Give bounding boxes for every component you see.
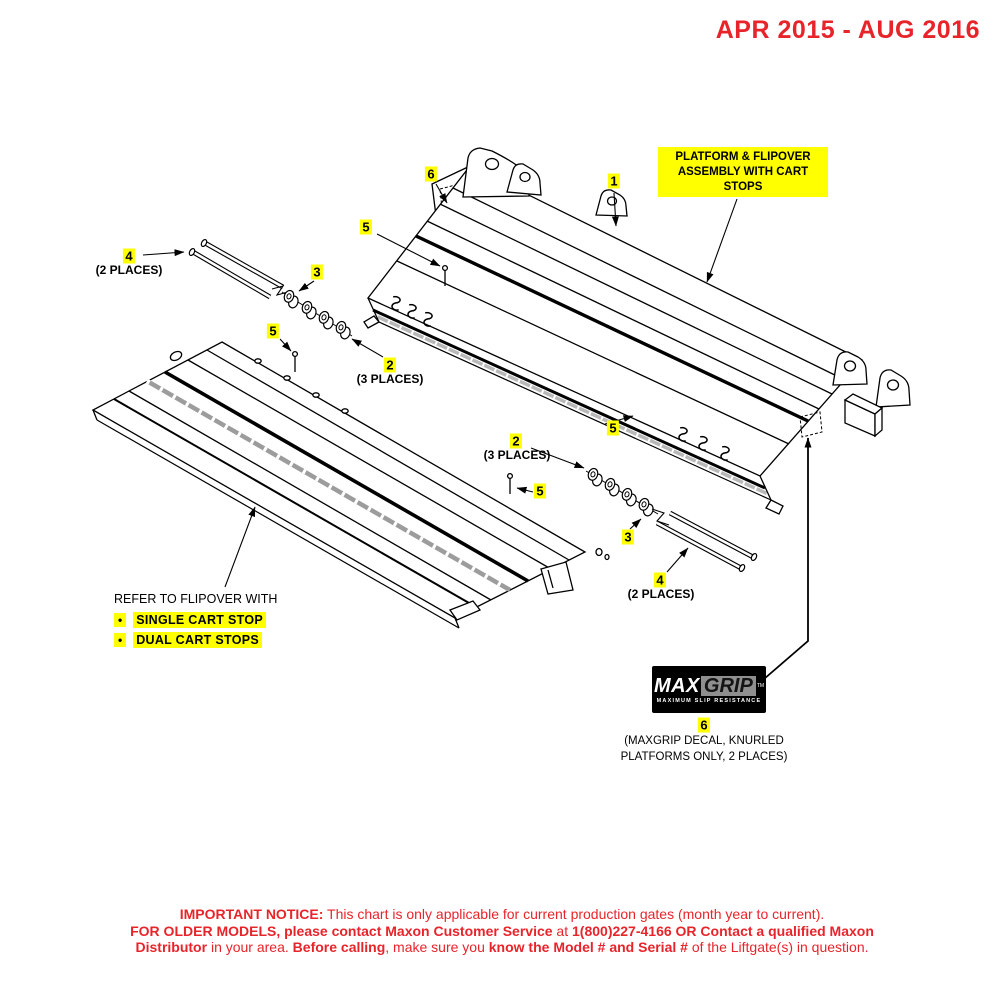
callout-4-right: 4: [654, 573, 666, 588]
bullet-icon: •: [114, 633, 126, 647]
callout-2-left-note: (3 PLACES): [356, 372, 424, 386]
callout-5-b: 5: [267, 324, 279, 339]
flipover-bullet-dual-label: DUAL CART STOPS: [133, 632, 262, 648]
callout-5-c: 5: [607, 421, 619, 436]
notice-line3: Distributor in your area. Before calling, make sure you know the Model # and Serial # of the Liftgate(s) in question.: [135, 939, 869, 955]
flipover-bullet-single: [114, 612, 277, 628]
callout-2-left: 2: [384, 358, 396, 373]
callout-1: 1: [608, 174, 620, 189]
maxgrip-decal-grip: GRIP: [701, 676, 756, 696]
callout-2-right-note: (3 PLACES): [483, 448, 551, 462]
bullet-icon: •: [114, 613, 126, 627]
flipover-bullet-single-label: SINGLE CART STOP: [133, 612, 266, 628]
flipover-note: [114, 592, 277, 648]
notice-line1: IMPORTANT NOTICE: This chart is only applicable for current production gates (month year to current).: [179, 906, 825, 922]
callout-3-left: 3: [311, 265, 323, 280]
assembly-label: [658, 147, 828, 197]
date-range-heading: APR 2015 - AUG 2016: [715, 16, 980, 44]
important-notice: [0, 906, 1004, 956]
assembly-label-line2: ASSEMBLY WITH CART: [677, 166, 809, 178]
maxgrip-caption: [621, 733, 788, 765]
trademark-symbol: TM: [756, 682, 765, 689]
maxgrip-decal-tagline: MAXIMUM SLIP RESISTANCE: [656, 697, 762, 704]
callout-4-right-note: (2 PLACES): [627, 587, 695, 601]
callout-2-right: 2: [510, 434, 522, 449]
flipover-bullet-dual: [114, 632, 277, 648]
callout-6-decal: 6: [698, 718, 710, 733]
callout-5-d: 5: [534, 484, 546, 499]
notice-line2: FOR OLDER MODELS, please contact Maxon Customer Service at 1(800)227-4166 OR Contact a qualified Maxon: [130, 922, 874, 939]
assembly-label-line1: PLATFORM & FLIPOVER: [675, 151, 811, 163]
callout-6-platform: 6: [425, 167, 437, 182]
flipover-note-title: REFER TO FLIPOVER WITH: [114, 592, 278, 606]
callout-5-a: 5: [360, 220, 372, 235]
callout-4-left: 4: [123, 249, 135, 264]
maxgrip-caption-line1: (MAXGRIP DECAL, KNURLED: [624, 735, 784, 747]
platform-assembly-drawing: [364, 148, 910, 514]
callout-4-left-note: (2 PLACES): [95, 263, 163, 277]
assembly-label-line3: STOPS: [723, 181, 763, 193]
maxgrip-caption-line2: PLATFORMS ONLY, 2 PLACES): [620, 751, 788, 763]
maxgrip-decal: [652, 666, 766, 713]
callout-3-right: 3: [622, 530, 634, 545]
maxgrip-decal-max: MAX: [653, 674, 700, 697]
